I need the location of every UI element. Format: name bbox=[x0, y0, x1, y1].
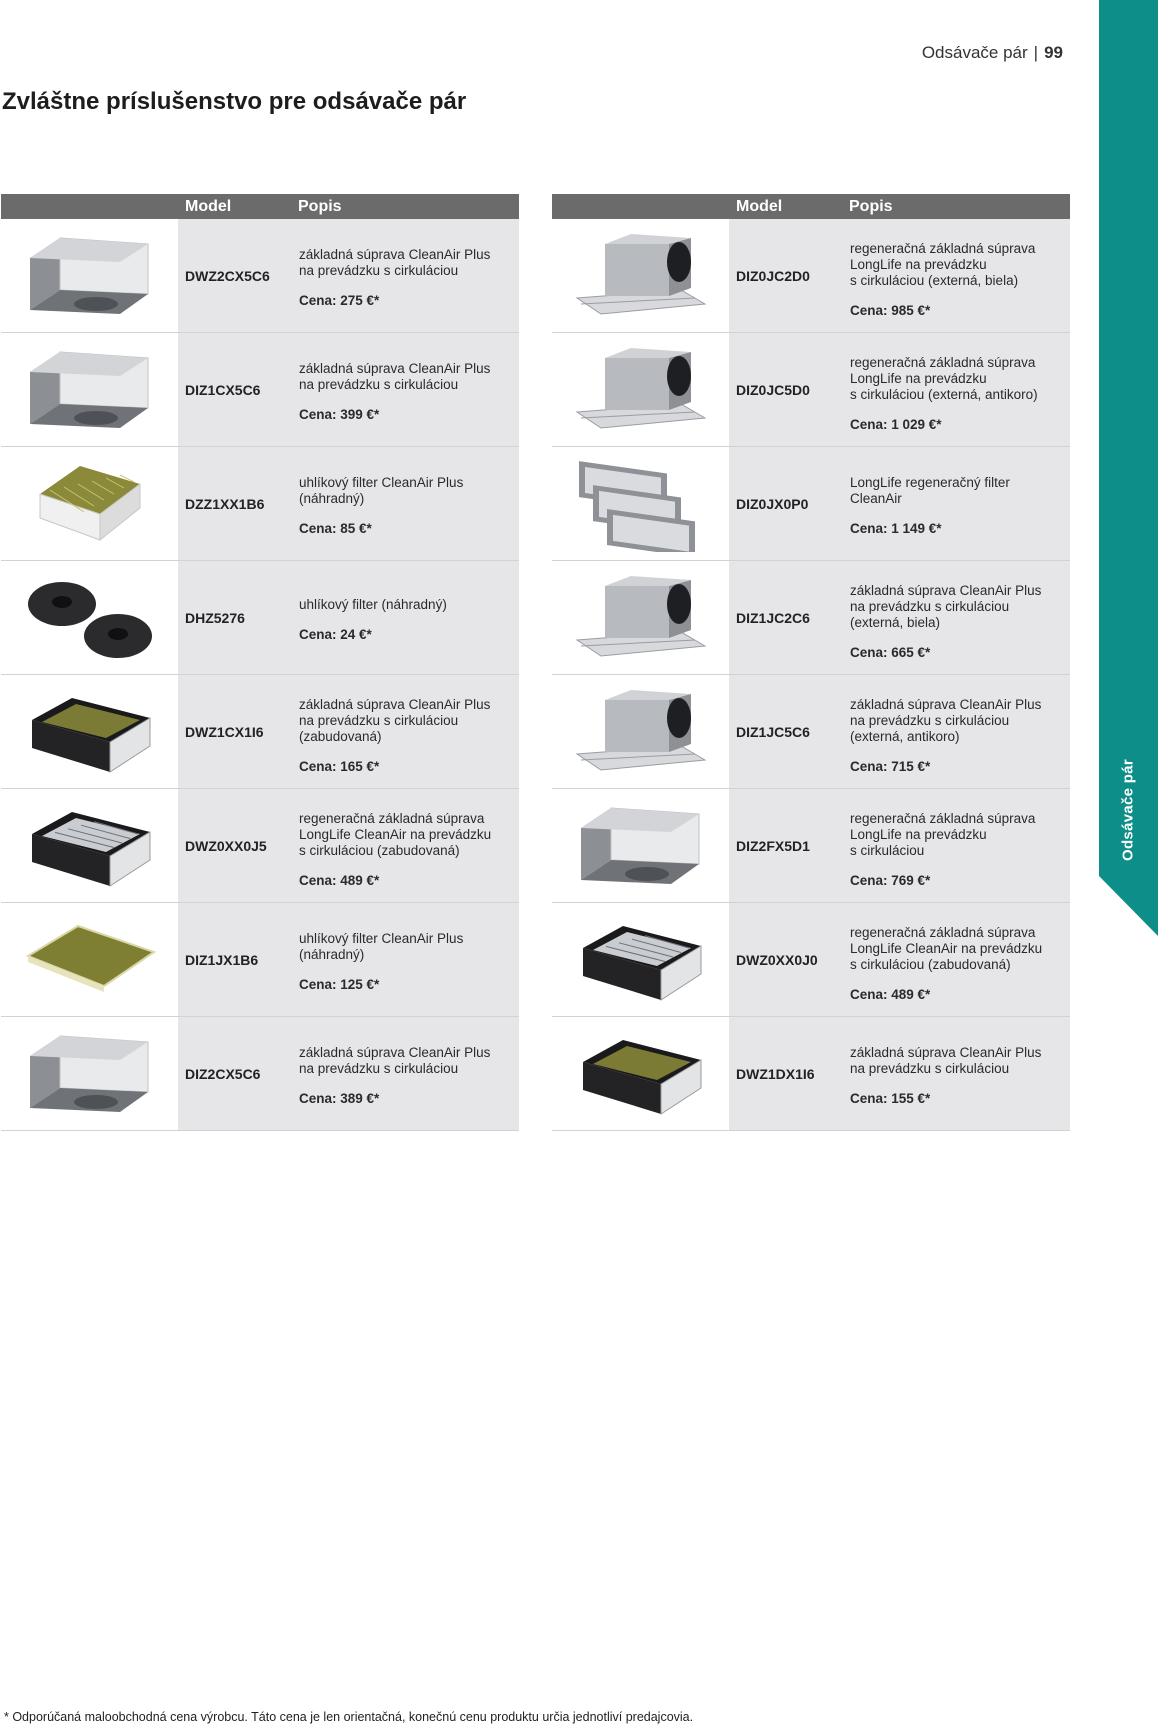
model-code: DIZ0JX0P0 bbox=[736, 495, 809, 512]
flat-carbon-filter-icon bbox=[20, 912, 160, 1008]
product-description: regeneračná základná súprava LongLife na prevádzku s cirkuláciou (externá, biela) bbox=[850, 241, 1036, 288]
model-code: DIZ1JC2C6 bbox=[736, 609, 810, 626]
table-row bbox=[552, 219, 1070, 333]
product-image bbox=[1, 789, 178, 902]
model-code: DIZ2FX5D1 bbox=[736, 837, 810, 854]
product-price: Cena: 665 €* bbox=[850, 645, 931, 660]
description-cell bbox=[291, 561, 519, 674]
page-title: Zvláštne príslušenstvo pre odsávače pár bbox=[2, 88, 467, 115]
product-price: Cena: 85 €* bbox=[299, 521, 372, 536]
page-number: 99 bbox=[1044, 43, 1063, 62]
model-cell bbox=[729, 903, 842, 1016]
column-header-model: Model bbox=[736, 198, 783, 215]
model-code: DIZ1JX1B6 bbox=[185, 951, 259, 968]
product-price: Cena: 389 €* bbox=[299, 1091, 380, 1106]
model-cell bbox=[178, 675, 291, 788]
product-description: základná súprava CleanAir Plus na prevádzku s cirkuláciou bbox=[850, 1045, 1042, 1076]
table-row bbox=[1, 447, 519, 561]
product-description: základná súprava CleanAir Plus na prevádzku s cirkuláciou bbox=[299, 247, 491, 278]
model-cell bbox=[729, 789, 842, 902]
description-cell bbox=[291, 675, 519, 788]
product-description: regeneračná základná súprava LongLife na prevádzku s cirkuláciou bbox=[850, 811, 1036, 858]
description-cell bbox=[842, 675, 1070, 788]
product-image bbox=[552, 789, 729, 902]
model-cell bbox=[178, 903, 291, 1016]
table-row bbox=[1, 789, 519, 903]
model-code: DIZ0JC2D0 bbox=[736, 267, 810, 284]
table-row bbox=[1, 333, 519, 447]
recirculation-box-white-icon bbox=[20, 228, 160, 324]
product-description: regeneračná základná súprava LongLife na prevádzku s cirkuláciou (externá, antikoro) bbox=[850, 355, 1038, 402]
carbon-filter-block-icon bbox=[20, 456, 160, 552]
external-recirculation-unit-icon bbox=[571, 342, 711, 438]
description-cell bbox=[842, 789, 1070, 902]
black-frame-grid-module-icon bbox=[571, 912, 711, 1008]
price-footnote: * Odporúčaná maloobchodná cena výrobcu. Táto cena je len orientačná, konečnú cenu produktu určia jednotliví predajcovia. bbox=[4, 1710, 694, 1724]
product-price: Cena: 489 €* bbox=[850, 987, 931, 1002]
description-cell bbox=[842, 561, 1070, 674]
column-header-model: Model bbox=[185, 198, 232, 215]
model-code: DIZ1CX5C6 bbox=[185, 381, 261, 398]
product-price: Cena: 24 €* bbox=[299, 627, 372, 642]
model-cell bbox=[178, 219, 291, 332]
model-cell bbox=[178, 789, 291, 902]
product-description: uhlíkový filter (náhradný) bbox=[299, 597, 447, 612]
table-row bbox=[552, 903, 1070, 1017]
product-description: základná súprava CleanAir Plus na prevádzku s cirkuláciou bbox=[299, 361, 491, 392]
description-cell bbox=[842, 447, 1070, 560]
table-row bbox=[552, 447, 1070, 561]
side-tab-label: Odsávače pár bbox=[1119, 759, 1137, 861]
product-price: Cena: 1 149 €* bbox=[850, 521, 942, 536]
model-code: DIZ2CX5C6 bbox=[185, 1065, 261, 1082]
description-cell bbox=[291, 789, 519, 902]
section-name: Odsávače pár bbox=[921, 43, 1028, 62]
table-row bbox=[552, 789, 1070, 903]
black-frame-carbon-module-icon bbox=[571, 1026, 711, 1122]
model-cell bbox=[729, 333, 842, 446]
table-header bbox=[1, 194, 519, 219]
model-cell bbox=[729, 1017, 842, 1130]
round-filters-pair-icon bbox=[20, 570, 160, 666]
table-row bbox=[1, 903, 519, 1017]
product-description: základná súprava CleanAir Plus na prevádzku s cirkuláciou bbox=[299, 1045, 491, 1076]
model-code: DIZ0JC5D0 bbox=[736, 381, 810, 398]
product-image bbox=[552, 675, 729, 788]
description-cell bbox=[291, 447, 519, 560]
product-price: Cena: 155 €* bbox=[850, 1091, 931, 1106]
model-cell bbox=[178, 447, 291, 560]
product-image bbox=[552, 219, 729, 332]
description-cell bbox=[842, 1017, 1070, 1130]
accessories-table-right bbox=[552, 194, 1070, 1131]
description-cell bbox=[291, 333, 519, 446]
product-price: Cena: 165 €* bbox=[299, 759, 380, 774]
table-row bbox=[552, 561, 1070, 675]
product-description: uhlíkový filter CleanAir Plus (náhradný) bbox=[299, 931, 464, 962]
model-cell bbox=[178, 1017, 291, 1130]
product-price: Cena: 125 €* bbox=[299, 977, 380, 992]
model-cell bbox=[729, 219, 842, 332]
product-price: Cena: 399 €* bbox=[299, 407, 380, 422]
description-cell bbox=[842, 903, 1070, 1016]
product-price: Cena: 489 €* bbox=[299, 873, 380, 888]
table-row bbox=[1, 675, 519, 789]
model-cell bbox=[729, 675, 842, 788]
product-price: Cena: 985 €* bbox=[850, 303, 931, 318]
accessories-table-left bbox=[1, 194, 519, 1131]
product-image bbox=[1, 675, 178, 788]
column-header-description: Popis bbox=[298, 198, 342, 215]
description-cell bbox=[291, 219, 519, 332]
model-cell bbox=[729, 561, 842, 674]
product-image bbox=[1, 561, 178, 674]
product-price: Cena: 1 029 €* bbox=[850, 417, 942, 432]
product-image bbox=[1, 447, 178, 560]
black-frame-carbon-module-icon bbox=[20, 684, 160, 780]
product-description: základná súprava CleanAir Plus na prevádzku s cirkuláciou (externá, biela) bbox=[850, 583, 1042, 630]
product-image bbox=[552, 903, 729, 1016]
grid-filter-trio-icon bbox=[571, 456, 711, 552]
table-row bbox=[1, 561, 519, 675]
description-cell bbox=[291, 1017, 519, 1130]
recirculation-box-white-icon bbox=[571, 798, 711, 894]
table-header bbox=[552, 194, 1070, 219]
model-cell bbox=[729, 447, 842, 560]
model-code: DWZ0XX0J5 bbox=[185, 837, 267, 854]
product-description: regeneračná základná súprava LongLife CleanAir na prevádzku s cirkuláciou (zabudovaná) bbox=[299, 811, 492, 858]
product-price: Cena: 275 €* bbox=[299, 293, 380, 308]
model-code: DWZ0XX0J0 bbox=[736, 951, 818, 968]
product-image bbox=[552, 561, 729, 674]
product-description: základná súprava CleanAir Plus na prevádzku s cirkuláciou (externá, antikoro) bbox=[850, 697, 1042, 744]
external-recirculation-unit-icon bbox=[571, 228, 711, 324]
description-cell bbox=[842, 219, 1070, 332]
running-header bbox=[922, 43, 1063, 63]
product-description: základná súprava CleanAir Plus na prevádzku s cirkuláciou (zabudovaná) bbox=[299, 697, 491, 744]
description-cell bbox=[842, 333, 1070, 446]
product-image bbox=[1, 1017, 178, 1130]
model-cell bbox=[178, 333, 291, 446]
model-code: DIZ1JC5C6 bbox=[736, 723, 810, 740]
model-cell bbox=[178, 561, 291, 674]
product-description: regeneračná základná súprava LongLife CleanAir na prevádzku s cirkuláciou (zabudovaná) bbox=[850, 925, 1043, 972]
product-image bbox=[552, 1017, 729, 1130]
product-price: Cena: 715 €* bbox=[850, 759, 931, 774]
column-header-description: Popis bbox=[849, 198, 893, 215]
description-cell bbox=[291, 903, 519, 1016]
product-description: uhlíkový filter CleanAir Plus (náhradný) bbox=[299, 475, 464, 506]
product-image bbox=[1, 903, 178, 1016]
model-code: DZZ1XX1B6 bbox=[185, 495, 265, 512]
product-price: Cena: 769 €* bbox=[850, 873, 931, 888]
table-row bbox=[552, 1017, 1070, 1131]
table-row bbox=[552, 675, 1070, 789]
model-code: DWZ2CX5C6 bbox=[185, 267, 270, 284]
product-image bbox=[552, 447, 729, 560]
external-recirculation-unit-icon bbox=[571, 570, 711, 666]
model-code: DWZ1CX1I6 bbox=[185, 723, 264, 740]
external-recirculation-unit-icon bbox=[571, 684, 711, 780]
header-separator: | bbox=[1033, 43, 1039, 62]
model-code: DHZ5276 bbox=[185, 609, 245, 626]
table-row bbox=[1, 219, 519, 333]
table-row bbox=[1, 1017, 519, 1131]
model-code: DWZ1DX1I6 bbox=[736, 1065, 815, 1082]
product-image bbox=[1, 333, 178, 446]
product-image bbox=[1, 219, 178, 332]
recirculation-box-white-icon bbox=[20, 342, 160, 438]
recirculation-box-white-icon bbox=[20, 1026, 160, 1122]
black-frame-grid-module-icon bbox=[20, 798, 160, 894]
table-row bbox=[552, 333, 1070, 447]
product-description: LongLife regeneračný filter CleanAir bbox=[850, 475, 1010, 506]
product-image bbox=[552, 333, 729, 446]
